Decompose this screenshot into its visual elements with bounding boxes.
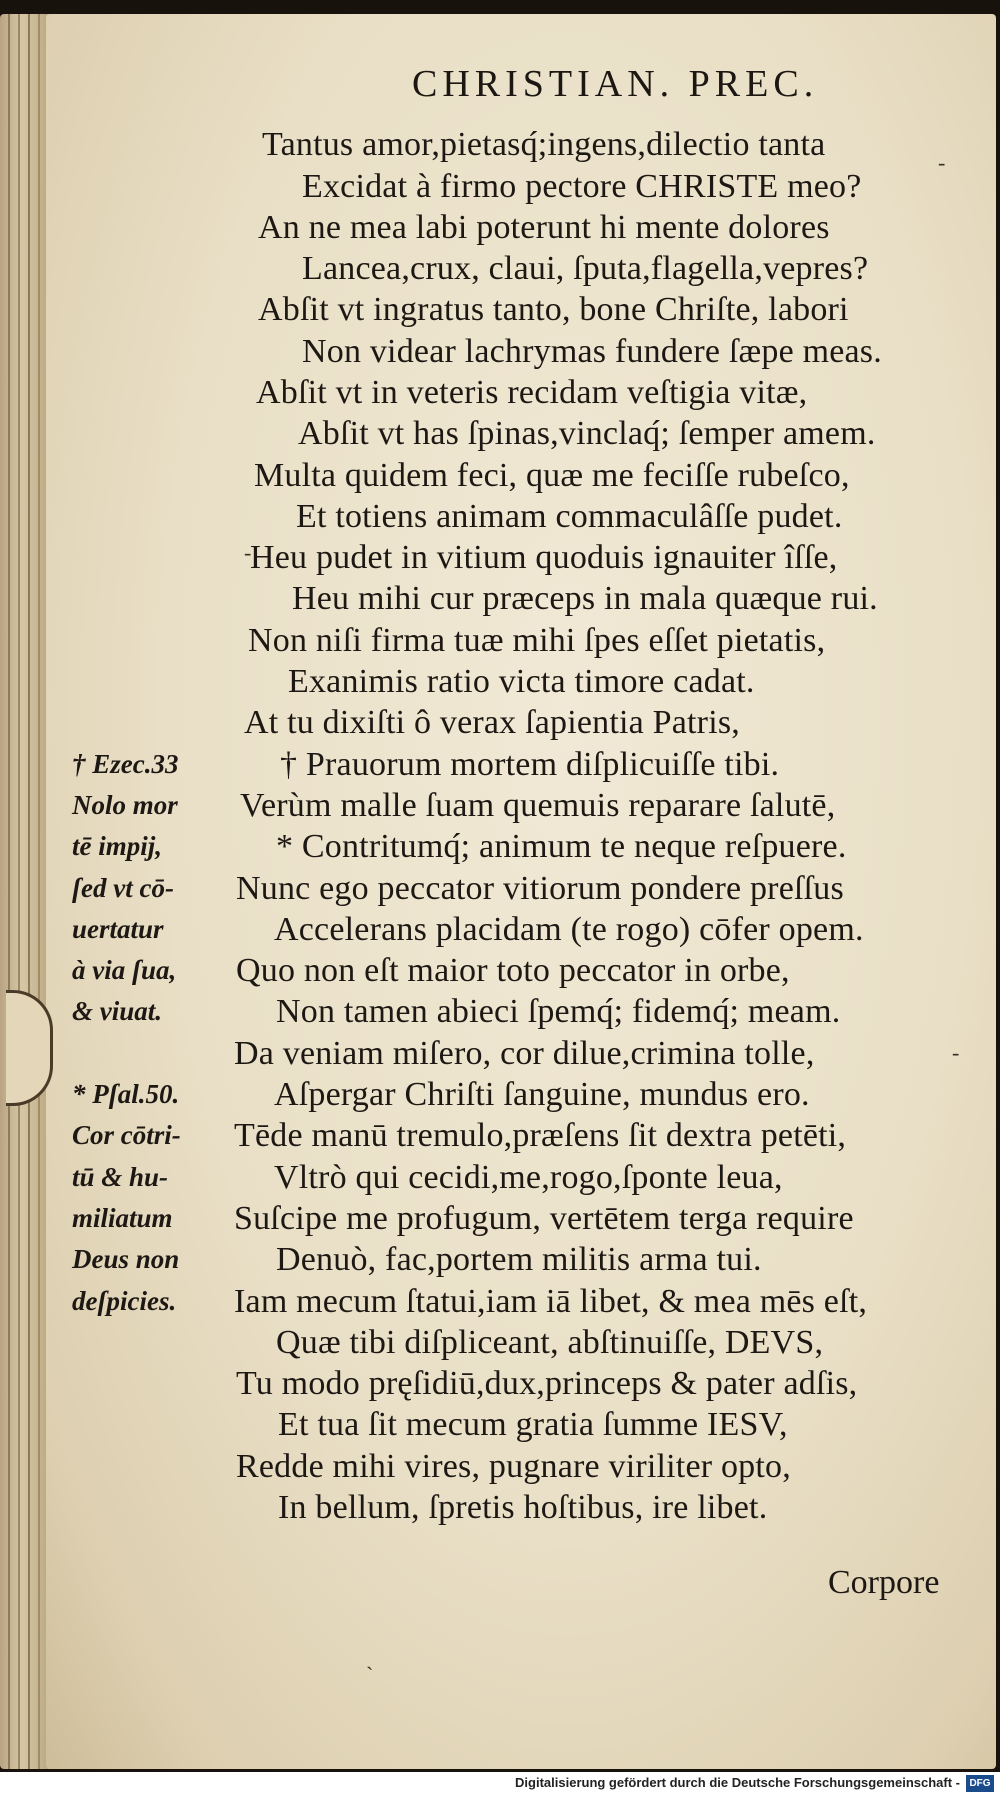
- margin-note: Deus non: [72, 1244, 180, 1274]
- margin-note: tē impij,: [72, 831, 162, 861]
- verse-line: At tu dixiſti ô verax ſapientia Patris,: [244, 704, 740, 741]
- verse-line: Suſcipe me profugum, vertētem terga require: [234, 1200, 854, 1237]
- verse-line: Nunc ego peccator vitiorum pondere preſſus: [236, 870, 844, 907]
- margin-note: † Ezec.33: [72, 749, 179, 779]
- verse-line: Verùm malle ſuam quemuis reparare ſalutē,: [240, 787, 836, 824]
- verse-line: Exanimis ratio victa timore cadat.: [288, 663, 755, 700]
- margin-note: & viuat.: [72, 996, 163, 1026]
- margin-note: ſed vt cō-: [72, 873, 174, 903]
- margin-note: Cor cōtri-: [72, 1120, 181, 1150]
- verse-line: Non tamen abieci ſpemq́; fidemq́; meam.: [276, 993, 841, 1030]
- margin-note: tū & hu-: [72, 1162, 169, 1192]
- ink-speck: -: [938, 150, 946, 175]
- ink-speck: `: [366, 1662, 374, 1687]
- verse-line: Vltrò qui cecidi,me,rogo,ſponte leua,: [274, 1159, 783, 1196]
- verse-line: Et tua ſit mecum gratia ſumme IESV,: [278, 1406, 788, 1443]
- verse-line: In bellum, ſpretis hoſtibus, ire libet.: [278, 1489, 768, 1526]
- running-head: CHRISTIAN. PREC.: [412, 63, 819, 105]
- verse-line: Excidat à firmo pectore CHRISTE meo?: [302, 168, 862, 205]
- verse-line: Aſpergar Chriſti ſanguine, mundus ero.: [274, 1076, 810, 1113]
- verse-line: Da veniam miſero, cor dilue,crimina tolle,: [234, 1035, 815, 1072]
- verse-line: Abſit vt in veteris recidam veſtigia vitæ,: [256, 374, 808, 411]
- margin-note: à via ſua,: [72, 955, 177, 985]
- verse-line: Heu mihi cur præceps in mala quæque rui.: [292, 580, 878, 617]
- footer-credit: Digitalisierung gefördert durch die Deutsche Forschungsgemeinschaft -: [515, 1775, 960, 1790]
- ink-speck: -: [952, 1040, 960, 1065]
- verse-line: Denuò, fac,portem militis arma tui.: [276, 1241, 762, 1278]
- verse-line: Tēde manū tremulo,præſens ſit dextra petēti,: [234, 1117, 847, 1154]
- verse-line: * Contritumq́; animum te neque reſpuere.: [276, 828, 847, 865]
- dfg-logo: DFG: [966, 1775, 994, 1792]
- verse-line: Quæ tibi diſpliceant, abſtinuiſſe, DEVS,: [276, 1324, 824, 1361]
- verse-line: An ne mea labi poterunt hi mente dolores: [258, 209, 830, 246]
- margin-note: Nolo mor: [72, 790, 178, 820]
- verse-line: Iam mecum ſtatui,iam iā libet, & mea mēs eſt,: [234, 1283, 868, 1320]
- verse-line: Et totiens animam commaculâſſe pudet.: [296, 498, 843, 535]
- verse-line: † Prauorum mortem diſplicuiſſe tibi.: [280, 746, 780, 783]
- verse-line: Heu pudet in vitium quoduis ignauiter îſſe,: [250, 539, 838, 576]
- verse-line: Non videar lachrymas fundere ſæpe meas.: [302, 333, 882, 370]
- verse-line: Abſit vt ingratus tanto, bone Chriſte, labori: [258, 291, 849, 328]
- verse-line: Multa quidem feci, quæ me feciſſe rubeſco,: [254, 457, 850, 494]
- verse-line: Tu modo pręſidiū,dux,princeps & pater adſis,: [236, 1365, 858, 1402]
- digitization-footer: [0, 1772, 1000, 1796]
- verse-line: Accelerans placidam (te rogo) cōfer opem.: [274, 911, 864, 948]
- verse-line: Quo non eſt maior toto peccator in orbe,: [236, 952, 790, 989]
- verse-line: Non niſi firma tuæ mihi ſpes eſſet pietatis,: [248, 622, 826, 659]
- verse-line: Redde mihi vires, pugnare viriliter opto,: [236, 1448, 791, 1485]
- ink-speck: -: [244, 540, 252, 565]
- margin-note: * Pſal.50.: [72, 1079, 180, 1109]
- margin-note: deſpicies.: [72, 1286, 177, 1316]
- verse-line: Tantus amor,pietasq́;ingens,dilectio tanta: [262, 126, 826, 163]
- margin-note: miliatum: [72, 1203, 173, 1233]
- verse-line: Lancea,crux, claui, ſputa,flagella,vepres?: [302, 250, 869, 287]
- catchword: Corpore: [828, 1564, 940, 1601]
- margin-note: uertatur: [72, 914, 164, 944]
- verse-line: Abſit vt has ſpinas,vinclaq́; ſemper amem.: [298, 415, 876, 452]
